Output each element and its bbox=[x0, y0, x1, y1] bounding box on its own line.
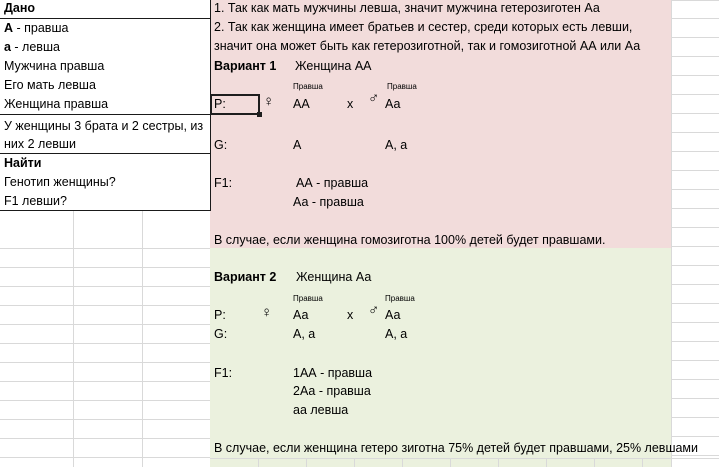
allele-A: А bbox=[4, 21, 14, 35]
find-genotype: Генотип женщины? bbox=[4, 175, 116, 189]
variant2-g-label: G: bbox=[214, 327, 228, 341]
variant1-mother-phenotype: Правша bbox=[293, 82, 323, 91]
variant1-male-icon: ♂ bbox=[368, 90, 380, 107]
variant2-father-phenotype: Правша bbox=[385, 294, 415, 303]
allele-a: а bbox=[4, 40, 11, 54]
variant2-father-genotype: Аа bbox=[385, 308, 401, 322]
variant1-subtitle: Женщина АА bbox=[295, 59, 372, 73]
variant1-f1-line1: АА - правша bbox=[296, 176, 369, 190]
variant2-p-label: P: bbox=[214, 308, 226, 322]
given-allele-recessive bbox=[4, 40, 60, 55]
variant1-f1-label: F1: bbox=[214, 176, 233, 190]
variant1-father-phenotype: Правша bbox=[387, 82, 417, 91]
variant2-f1-line1: 1АА - правша bbox=[293, 366, 373, 380]
given-allele-dominant bbox=[4, 21, 68, 36]
given-woman: Женщина правша bbox=[4, 97, 109, 111]
variant2-female-icon: ♀ bbox=[261, 304, 273, 321]
note-2: 2. Так как женщина имеет братьев и сестер, среди которых есть левши, bbox=[214, 20, 633, 34]
variant2-f1-line3: аа левша bbox=[293, 403, 349, 417]
variant1-f1-line2: Аа - правша bbox=[293, 195, 364, 209]
find-f1: F1 левши? bbox=[4, 194, 67, 208]
variant1-mother-genotype: АА bbox=[293, 97, 310, 111]
variant2-subtitle: Женщина Аа bbox=[296, 270, 372, 284]
variant1-female-icon: ♀ bbox=[263, 93, 275, 110]
given-man: Мужчина правша bbox=[4, 59, 105, 73]
variant1-conclusion: В случае, если женщина гомозиготна 100% детей будет правшами. bbox=[214, 233, 606, 247]
variant1-gamete-father: А, а bbox=[385, 138, 408, 152]
variant1-g-label: G: bbox=[214, 138, 228, 152]
find-title: Найти bbox=[4, 156, 42, 170]
given-siblings-line2: них 2 левши bbox=[4, 137, 76, 151]
variant2-mother-genotype: Аа bbox=[293, 308, 309, 322]
given-mother: Его мать левша bbox=[4, 78, 96, 92]
variant1-gamete-mother: А bbox=[293, 138, 302, 152]
allele-A-desc: - правша bbox=[13, 21, 69, 35]
variant2-title: Вариант 2 bbox=[214, 270, 277, 284]
given-siblings-line1: У женщины 3 брата и 2 сестры, из bbox=[4, 119, 204, 133]
note-1: 1. Так как мать мужчины левша, значит мужчина гетерозиготен Аа bbox=[214, 1, 600, 15]
variant1-p-label: P: bbox=[214, 97, 226, 111]
variant1-cross: x bbox=[347, 97, 354, 111]
given-title: Дано bbox=[4, 1, 36, 15]
variant2-gamete-father: А, а bbox=[385, 327, 408, 341]
note-3: значит она может быть как гетерозиготной, так и гомозиготной АА или Аа bbox=[214, 39, 641, 53]
variant2-gamete-mother: А, а bbox=[293, 327, 316, 341]
variant2-mother-phenotype: Правша bbox=[293, 294, 323, 303]
variant2-male-icon: ♂ bbox=[368, 302, 380, 319]
variant1-father-genotype: Аа bbox=[385, 97, 401, 111]
allele-a-desc: - левша bbox=[10, 40, 60, 54]
variant2-conclusion: В случае, если женщина гетеро зиготна 75% детей будет правшами, 25% левшами bbox=[214, 441, 699, 455]
variant2-f1-line2: 2Аа - правша bbox=[293, 384, 371, 398]
variant1-title: Вариант 1 bbox=[214, 59, 277, 73]
variant2-f1-label: F1: bbox=[214, 366, 233, 380]
variant2-cross: x bbox=[347, 308, 354, 322]
